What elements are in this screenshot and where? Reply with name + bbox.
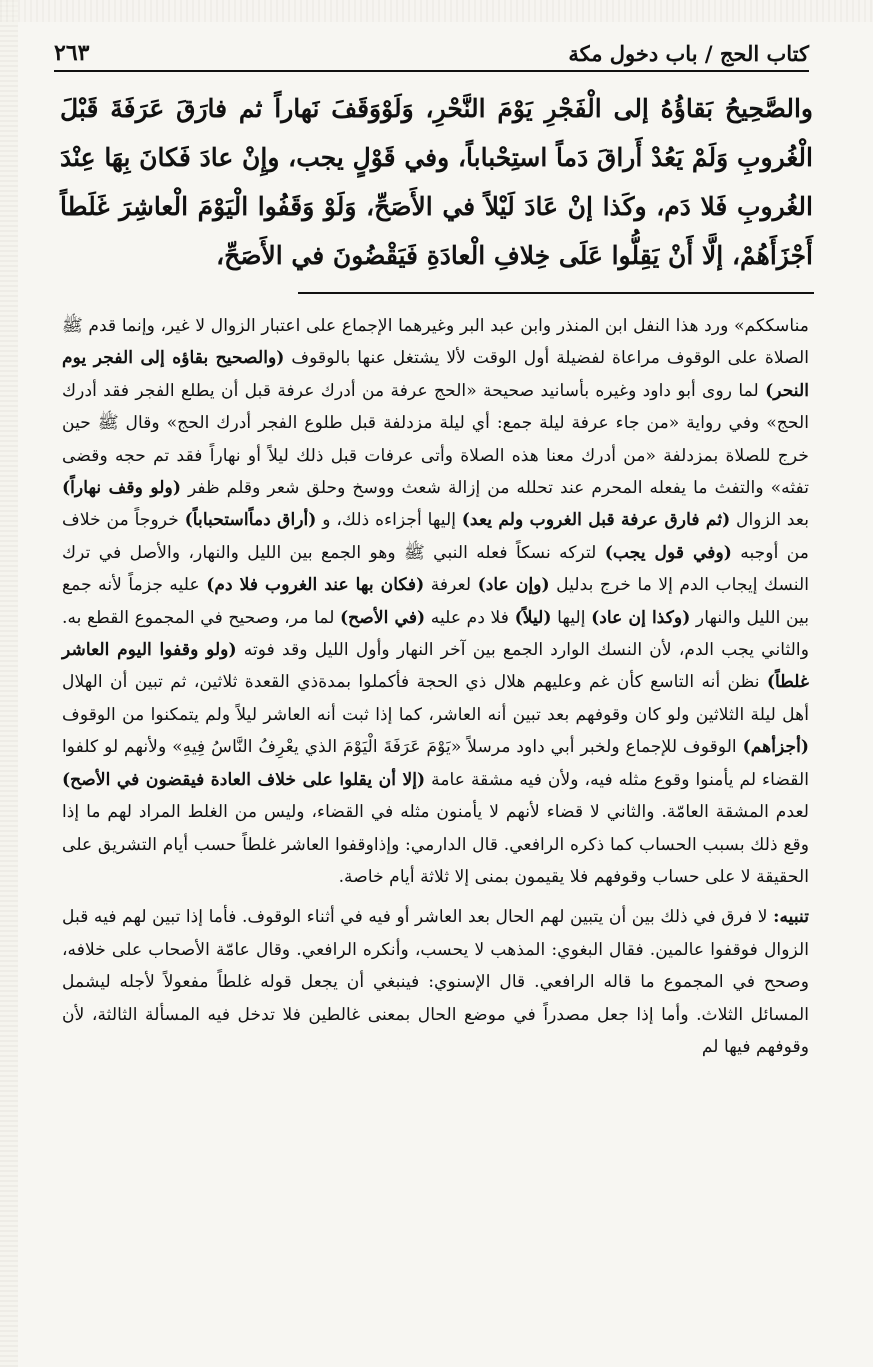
note-paragraph bbox=[62, 901, 809, 1063]
scan-edge-top bbox=[0, 0, 873, 22]
page-header bbox=[54, 30, 809, 72]
quoted-matn: (وإن عاد) bbox=[477, 575, 550, 596]
quoted-matn: (أراق دماًاستحباباً) bbox=[184, 510, 317, 531]
commentary-text: مناسككم» ورد هذا النفل ابن المنذر وابن عبد البر وغيرهما الإجماع على اعتبار الزوال لا غير، وإنما قدم ﷺ الصلاة على الوقوف مراعاة لفضيلة أول الوقت لألا يشتغل عنها بالوقوف bbox=[62, 316, 809, 369]
quoted-matn: (فكان بها عند الغروب فلا دم) bbox=[206, 575, 425, 596]
commentary-text: لتركه نسكاً فعله النبي ﷺ وهو الجمع بين الليل والنهار، والأصل في ترك النسك إيجاب الدم إلا ما خرج بدليل bbox=[62, 542, 810, 596]
commentary-paragraph bbox=[62, 310, 809, 893]
note-label: تنبيه: bbox=[773, 907, 809, 928]
commentary-text: عليه جزماً لأنه جمع بين الليل والنهار bbox=[62, 575, 809, 628]
quoted-matn: (وفي قول يجب) bbox=[604, 542, 732, 563]
commentary-block bbox=[62, 310, 809, 1063]
commentary-text: إليها bbox=[551, 607, 592, 628]
commentary-text: بعد الزوال bbox=[730, 510, 809, 531]
quoted-matn: (أجزأهم) bbox=[742, 737, 809, 758]
commentary-text: لعدم المشقة العامّة. والثاني لا قضاء لأنهم لا يأمنون مثله في القضاء، وليس من الغلط المراد لهم ما إذا وقع ذلك بسبب الحساب كما ذكره الرافعي. قال الدارمي: وإذاوقفوا العاشر غلطاً حسب أيام التشريق على الحقيقة لا على حساب وقوفهم فلا يقيمون بمنى إلا ثلاثة أيام خاصة. bbox=[62, 802, 809, 887]
commentary-text: لعرفة bbox=[424, 575, 478, 596]
quoted-matn: (ليلاً) bbox=[514, 607, 552, 628]
main-text-paragraph: والصَّحِيحُ بَقاؤُهُ إلى الْفَجْرِ يَوْمَ النَّحْرِ، وَلَوْوَقَفَ نَهاراً ثم فارَقَ عَرَفَةَ قَبْلَ الْغُروبِ وَلَمْ يَعُدْ أَراقَ دَماً استِحْباباً، وفي قَوْلٍ يجب، وإِنْ عادَ فَكانَ بِهَا عِنْدَ الغُروبِ فَلا دَم، وكَذا إنْ عَادَ لَيْلاً في الأَصَحِّ، وَلَوْ وَقَفُوا الْيَوْمَ الْعاشِرَ غَلَطاً أَجْزَأَهُمْ، إلَّا أَنْ يَقِلُّوا عَلَى خِلافِ الْعادَةِ فَيَقْضُونَ في الأَصَحِّ، bbox=[60, 94, 813, 270]
commentary-text: إليها أجزاءه ذلك، و bbox=[316, 510, 462, 531]
commentary-text: الوقوف للإجماع ولخبر أبي داود مرسلاً «يَوْمَ عَرَفَةَ الْيَوْمَ الذي يعْرِفُ النَّاسُ فِيهِ» ولأنهم لو كلفوا القضاء لم يأمنوا وقوع مثله فيه، ولأن فيه مشقة عامة bbox=[62, 737, 809, 790]
quoted-matn: (ولو وقف نهاراً) bbox=[62, 478, 181, 499]
note-text: لا فرق في ذلك بين أن يتبين لهم الحال بعد العاشر أو فيه في أثناء الوقوف. فأما إذا تبين لهم فيه قبل الزوال فوقفوا عالمين. فقال البغوي: المذهب لا يحسب، وأنكره الرافعي. وقال عامّة الأصحاب على خلافه، وصحح في المجموع ما قاله الرافعي. قال الإسنوي: فينبغي أن يجعل قوله غلطاً مفعولاً لأجله ليشمل المسائل الثلاث. وأما إذا جعل مصدراً في موضع الحال بمعنى غالطين فلا تدخل فيه المسألة الثالثة، لأن وقوفهم فيها لم bbox=[62, 907, 809, 1057]
quoted-matn: (في الأصح) bbox=[340, 607, 426, 628]
quoted-matn: (ثم فارق عرفة قبل الغروب ولم يعد) bbox=[461, 510, 731, 531]
scan-edge-left bbox=[0, 0, 18, 1367]
quoted-matn: (إلا أن يقلوا على خلاف العادة فيقضون في الأصح) bbox=[62, 769, 426, 790]
quoted-matn: (وكذا إن عاد) bbox=[591, 607, 691, 628]
running-title: كتاب الحج / باب دخول مكة bbox=[568, 41, 809, 66]
footnote-separator-line bbox=[298, 292, 814, 294]
commentary-text: خروجاً من خلاف من أوجبه bbox=[62, 510, 810, 563]
page-number: ٢٦٣ bbox=[54, 40, 90, 66]
commentary-text: لما مر، وصحيح في المجموع القطع به. والثاني يجب الدم، لأن النسك الوارد الجمع بين آخر النهار وأول الليل وقد فوته bbox=[62, 607, 809, 661]
commentary-text: نظن أنه التاسع كأن غم وعليهم هلال ذي الحجة فأكملوا بمدةذي القعدة ثلاثين، ثم تبين أن الهلال أهل ليلة الثلاثين ولو كان وقوفهم بعد تبين أنه العاشر، كما إذا ثبت أنه العاشر ليلاً ولم يتمكنوا من الوقوف bbox=[62, 672, 809, 725]
quoted-matn: (والصحيح بقاؤه إلى الفجر يوم النحر) bbox=[62, 348, 809, 401]
main-text-block bbox=[60, 84, 813, 280]
quoted-matn: (ولو وقفوا اليوم العاشر غلطاً) bbox=[62, 640, 809, 693]
commentary-text: لما روى أبو داود وغيره بأسانيد صحيحة «الحج عرفة من أدرك عرفة قبل أن يطلع الفجر فقد أدرك الحج» وفي رواية «من جاء عرفة ليلة جمع: أي ليلة مزدلفة قبل طلوع الفجر أدرك الحج» وقال ﷺ حين خرج للصلاة بمزدلفة «من أدرك معنا هذه الصلاة وأتى عرفات قبل ذلك ليلاً أو نهاراً فقد تم حجه وقضى تفثه» والتفث ما يفعله المحرم عند تحلله من إزالة شعث ووسخ وحلق شعر وقلم ظفر bbox=[62, 380, 809, 499]
commentary-text: فلا دم عليه bbox=[425, 607, 515, 628]
